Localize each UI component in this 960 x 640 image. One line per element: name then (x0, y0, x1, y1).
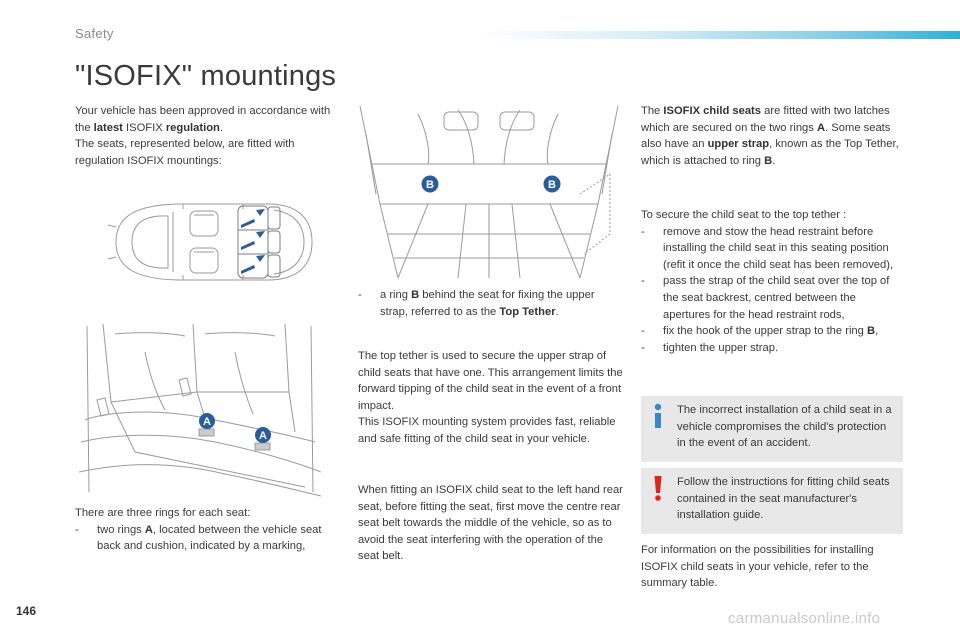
list-item: - two rings A, located between the vehicle seat back and cushion, indicated by a marking, (75, 523, 322, 553)
three-rings-paragraph: There are three rings for each seat: - two rings A, located between the vehicle seat back and cushion, indicated by a marking, (75, 505, 340, 555)
section-label: Safety (75, 26, 114, 41)
exclamation-icon (651, 475, 665, 501)
page-number: 146 (16, 604, 37, 618)
ring-a-marker-2: A (259, 430, 267, 442)
ring-b-marker-2: B (548, 179, 556, 191)
warning-notice: Follow the instructions for fitting child seats contained in the seat manufacturer's installation guide. (641, 468, 903, 534)
summary-table-paragraph: For information on the possibilities for installing ISOFIX child seats in your vehicle, refer to the summary table. (641, 544, 874, 590)
list-item: - pass the strap of the child seat over the top of the seat backrest, centred between the apertures for the head restraint rods, (641, 275, 890, 321)
list-item: - remove and stow the head restraint before installing the child seat in this seating position (refit it once the child seat has been removed), (641, 225, 894, 271)
boot-ring-b-figure (358, 104, 620, 278)
page-title: "ISOFIX" mountings (75, 60, 337, 92)
list-item: - tighten the upper strap. (641, 341, 779, 354)
child-seats-paragraph: The ISOFIX child seats are fitted with two latches which are secured on the two rings A. Some seats also have an upper strap, known as the Top Tether, which is attached to ring B. (641, 105, 899, 167)
list-item: - fix the hook of the upper strap to the ring B, (641, 325, 879, 338)
header-accent-bar (480, 31, 960, 39)
vehicle-top-view-figure (98, 197, 318, 287)
top-tether-steps: To secure the child seat to the top tether : - remove and stow the head restraint before installing the child seat in this seating position (refit it once the child seat has been removed), - pass the strap of the child seat over the top of the seat backrest, centred between the apertures for the head restraint rods, - fix the hook of the upper strap to the ring B, - tighten the upper strap. (641, 207, 906, 356)
list-item: - a ring B behind the seat for fixing the upper strap, referred to as the Top Tether. (358, 289, 595, 318)
ring-b-marker-1: B (426, 179, 434, 191)
ring-a-marker-1: A (203, 416, 211, 428)
ring-b-paragraph (358, 287, 624, 320)
fitting-paragraph: When fitting an ISOFIX child seat to the left hand rear seat, before fitting the seat, first move the centre rear seat belt towards the middle of the vehicle, so as to avoid the seat interfering with the operation of the seat belt. (358, 484, 623, 563)
boot-interior-icon (358, 104, 620, 278)
info-icon (651, 403, 665, 429)
rear-seat-ring-a-figure (75, 322, 321, 498)
rear-seat-icon (75, 322, 321, 498)
intro-paragraph: Your vehicle has been approved in accordance with the latest ISOFIX regulation. The seats, represented below, are fitted with regulation ISOFIX mountings: (75, 105, 331, 167)
top-tether-paragraph: The top tether is used to secure the upper strap of child seats that have one. This arrangement limits the forward tipping of the child seat in the event of a front impact. This ISOFIX mounting system provides fast, reliable and safe fitting of the child seat in your vehicle. (358, 350, 623, 445)
info-notice: The incorrect installation of a child seat in a vehicle compromises the child's protection in the event of an accident. (641, 396, 903, 462)
watermark: carmanualsonline.info (728, 610, 881, 627)
vehicle-top-view-icon (98, 197, 318, 287)
